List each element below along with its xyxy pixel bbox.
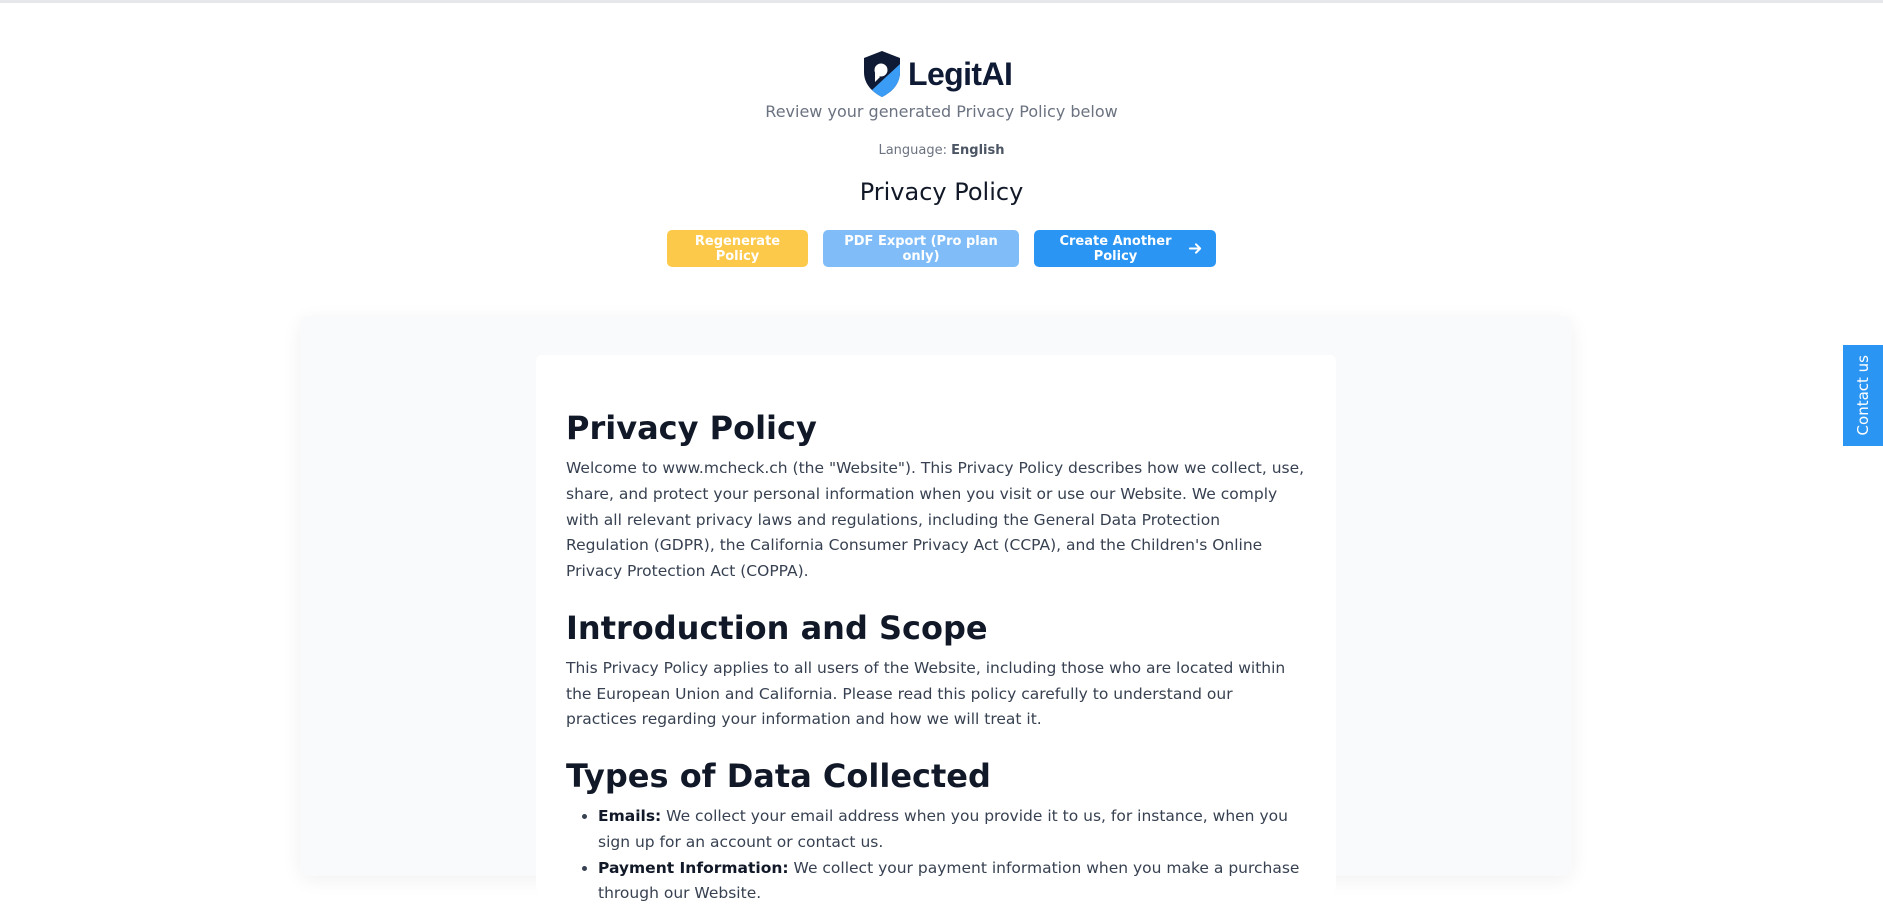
page-title: Privacy Policy: [859, 178, 1024, 206]
language-value: English: [951, 143, 1005, 158]
list-item-label: Payment Information:: [598, 858, 789, 877]
brand-name: LegitAI: [908, 55, 1013, 92]
document-intro: Welcome to www.mcheck.ch (the "Website"). This Privacy Policy describes how we collect, use, share, and protect your personal information when you visit or use our Website. We comply with all relevant privacy laws and regulations, including the General Data Protection Regulation (GDPR), the California Consumer Privacy Act (CCPA), and the Children's Online Privacy Protection Act (COPPA).: [566, 459, 1305, 580]
pdf-export-button[interactable]: [823, 230, 1019, 267]
list-item-label: Emails:: [598, 807, 662, 826]
shield-logo-icon: [862, 50, 902, 98]
top-border: [0, 0, 1883, 3]
list-item-text: We collect your payment information when you make a purchase through our Website.: [598, 858, 1300, 903]
list-item: [598, 804, 1306, 855]
language-indicator: [0, 143, 1883, 158]
data-types-list: [598, 804, 1306, 907]
create-another-label: Create Another Policy: [1059, 233, 1172, 264]
brand-logo[interactable]: [862, 50, 1012, 98]
pdf-export-label: PDF Export (Pro plan only): [844, 233, 998, 264]
arrow-right-icon: [1189, 242, 1202, 255]
language-label: Language:: [878, 143, 948, 158]
document-title: Privacy Policy: [566, 409, 817, 447]
section-heading-introduction: Introduction and Scope: [566, 608, 988, 647]
contact-us-label: Contact us: [1854, 355, 1872, 436]
regenerate-policy-button[interactable]: [667, 230, 808, 267]
list-item: [598, 856, 1306, 907]
create-another-policy-button[interactable]: [1034, 230, 1216, 267]
list-item-text: We collect your email address when you provide it to us, for instance, when you sign up for an account or contact us.: [598, 807, 1288, 851]
contact-us-tab[interactable]: [1843, 345, 1883, 446]
section-body-introduction: This Privacy Policy applies to all users of the Website, including those who are located within the European Union and California. Please read this policy carefully to understand our practices regarding your information and how we will treat it.: [566, 658, 1286, 729]
policy-document: [536, 355, 1336, 903]
action-buttons: [0, 230, 1883, 267]
regenerate-label: Regenerate Policy: [694, 233, 781, 264]
section-heading-data-types: Types of Data Collected: [566, 757, 991, 795]
page-subtitle: Review your generated Privacy Policy below: [765, 102, 1118, 121]
